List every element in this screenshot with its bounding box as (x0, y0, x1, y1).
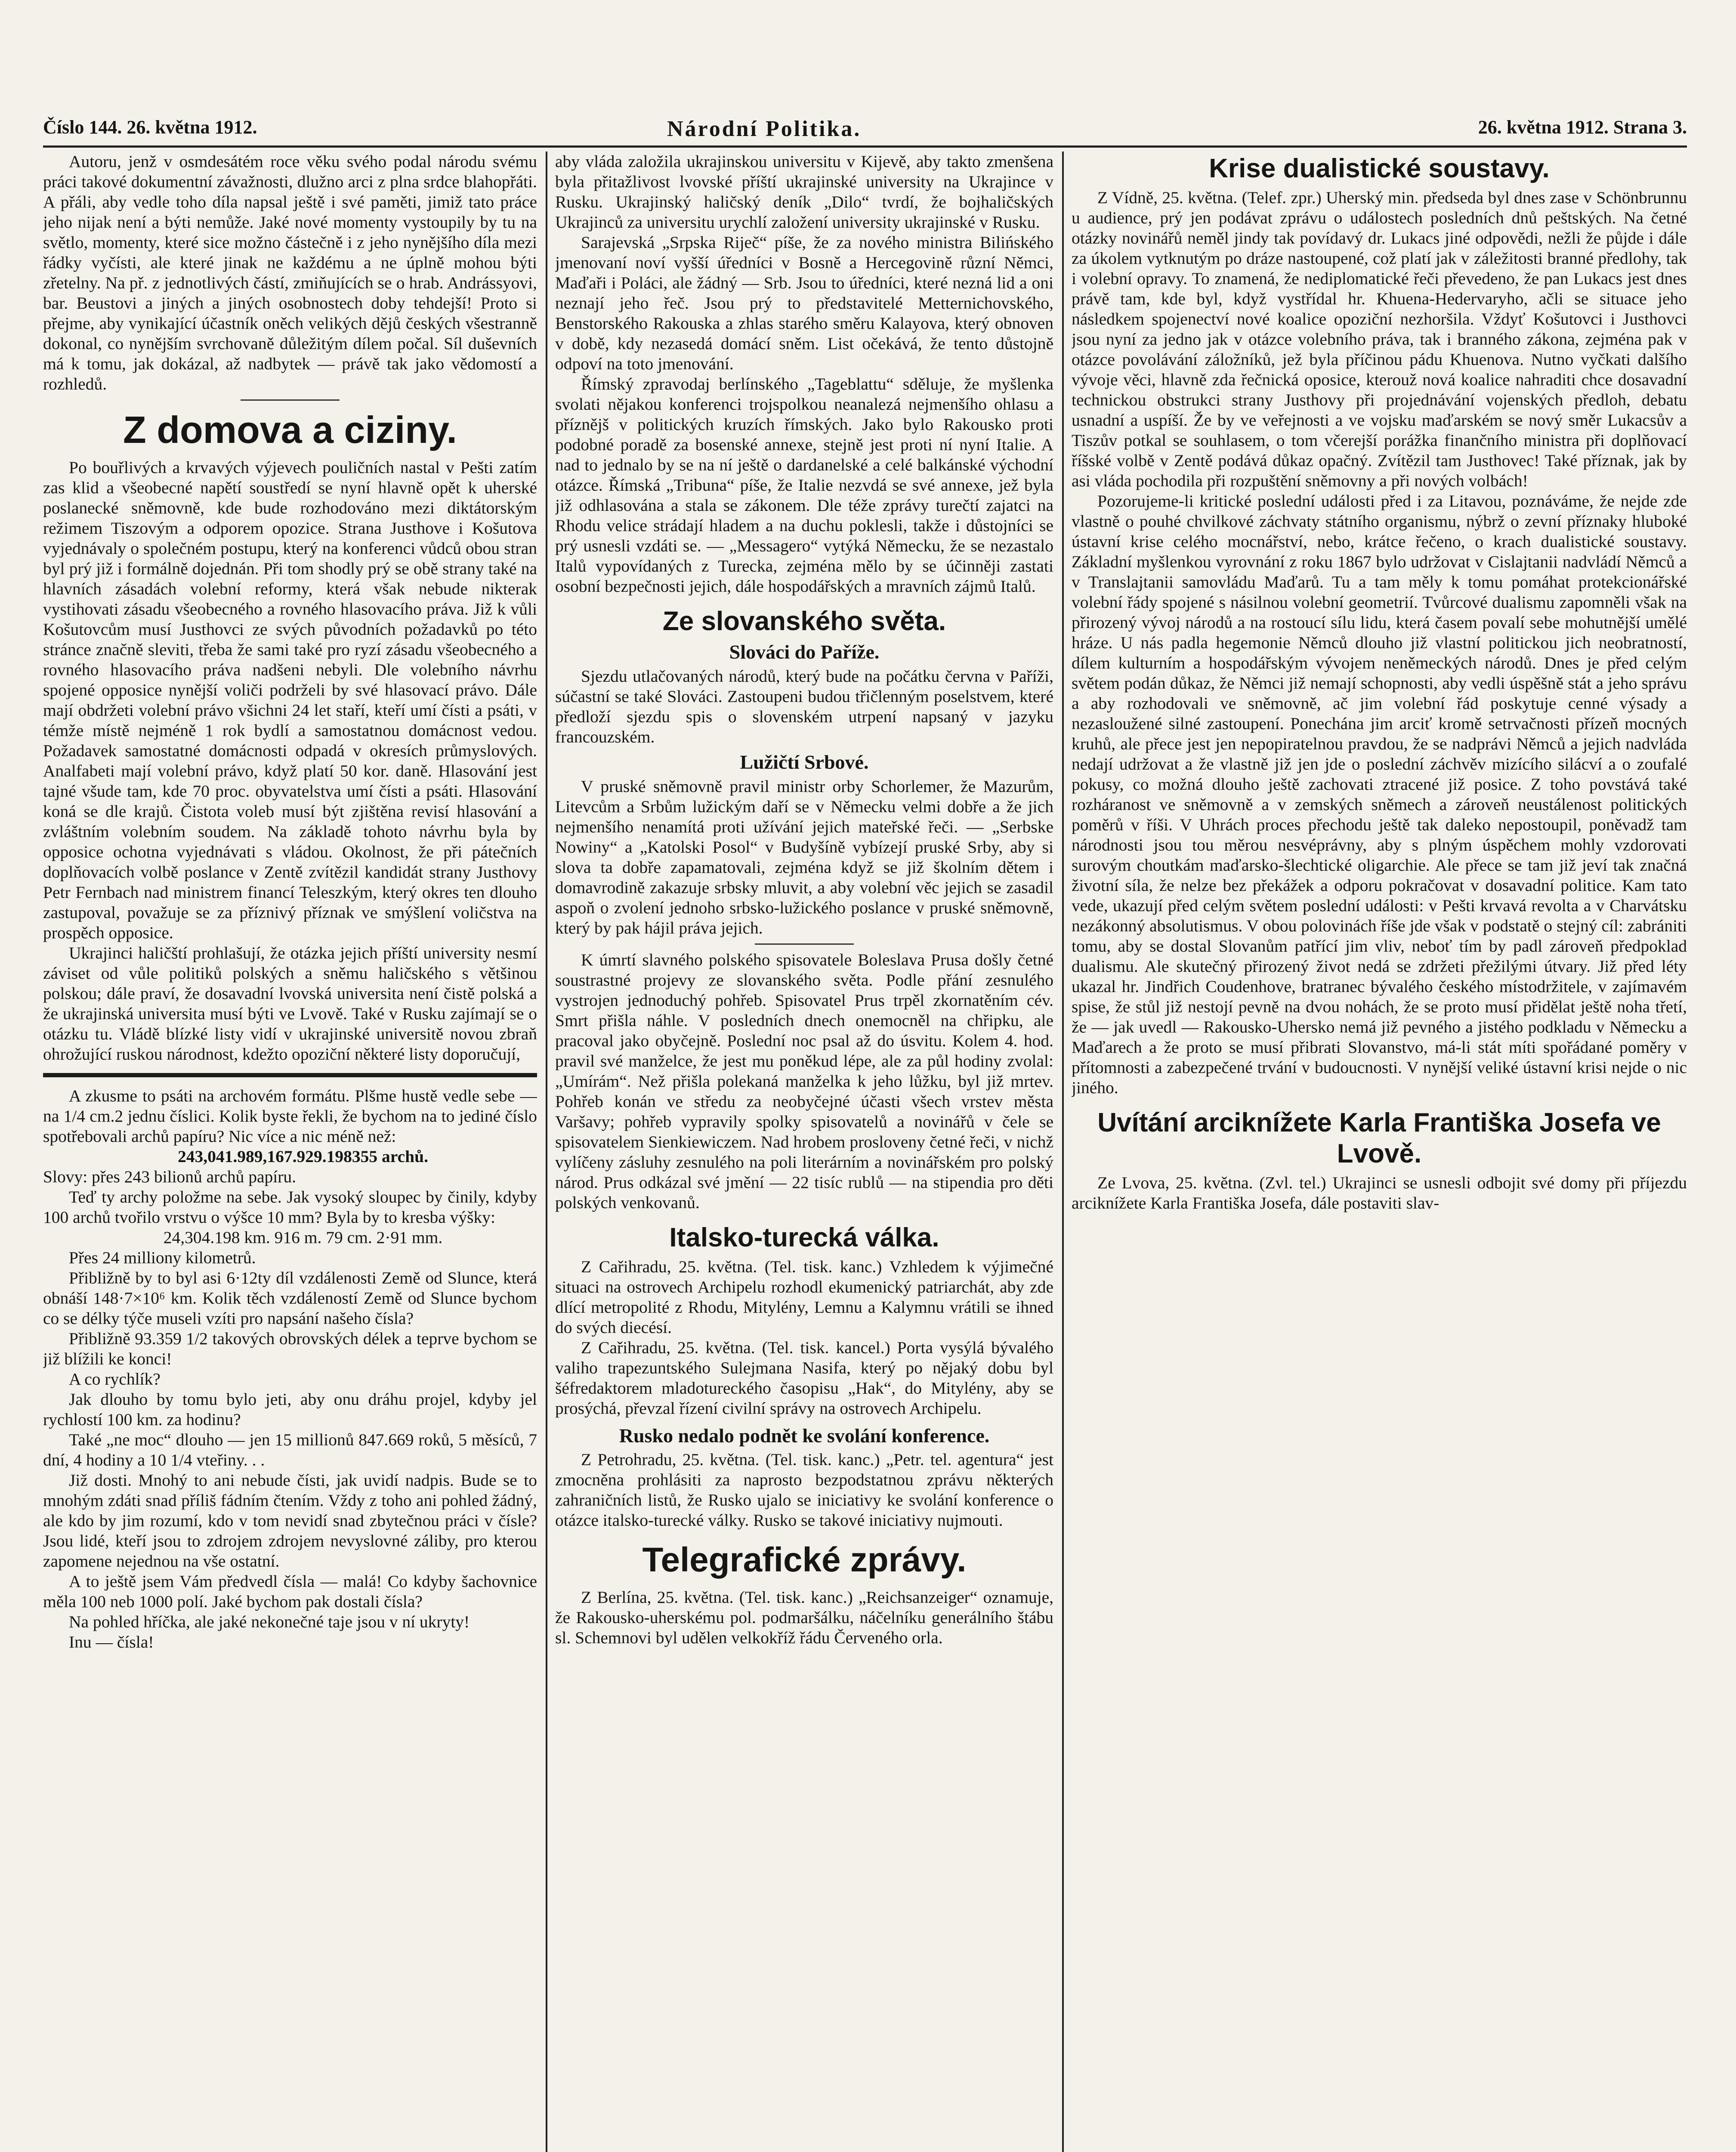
numbers-paragraph: Jak dlouho by tomu bylo jeti, aby onu dráhu projel, kdyby jel rychlostí 100 km. za hodinu? (43, 1390, 537, 1429)
numbers-paragraph: Také „ne moc“ dlouho — jen 15 millionů 847.669 roků, 5 měsíců, 7 dní, 4 hodiny a 10 1/4 vteřiny. . . (43, 1430, 537, 1469)
masthead-rule (43, 145, 1687, 148)
news-paragraph: Z Berlína, 25. května. (Tel. tisk. kanc.) „Reichsanzeiger“ oznamuje, že Rakousko-uherskému pol. podmaršálku, náčelníku generálního štábu sl. Schemnovi byl udělen velkokříž řádu Červeného orla. (555, 1588, 1053, 1647)
numbers-paragraph: Na pohled hříčka, ale jaké nekonečné taje jsou v ní ukryty! (69, 1612, 470, 1631)
numbers-paragraph: Slovy: přes 243 bilionů archů papíru. (43, 1167, 297, 1186)
column-divider-1 (546, 152, 547, 2152)
news-paragraph: Římský zpravodaj berlínského „Tageblattu“ sděluje, že myšlenka svolati nějakou konferenci trojspolkou neanalezá nejmenšího ohlasu a příznějš v politických kruzích římských. Jako bylo Rakousko proti podobné poradě za bosenské annexe, stejně jest proti ní nyní Italie. A nad to jednalo by se na ní ještě o dardanelské a celé balkánské východní otázce. Římská „Tribuna“ píše, že Italie nezvdá se své annexe, jež byla již odhlasována a stala se zákonem. Dle téže zprávy turečtí zajatci na Rhodu velice strádají hladem a na duchu poklesli, takže i důstojníci se prý usnesli vzdáti se. — „Messagero“ vytýká Německu, že se nezastalo Italů vypovídaných z Turecka, zejména mělo by se účinněji zastati osobní bezpečnosti jejich, dále hospodářských a mravních zájmů Italů. (555, 374, 1053, 596)
numbers-paragraph: A to ještě jsem Vám předvedl čísla — malá! Co kdyby šachovnice měla 100 neb 1000 polí. Jaké bychom pak dostali čísla? (43, 1572, 537, 1611)
section-divider (43, 1073, 537, 1077)
numbers-paragraph: A co rychlík? (69, 1370, 161, 1388)
numbers-paragraph: Již dosti. Mnohý to ani nebude čísti, jak uvidí nadpis. Bude se to mnohým zdáti snad příliš fádním čtením. Vždy z toho ani pohled žádný, ale kdo by jim rozumí, kdo v tom nevidí snad zbytečnou práci v čísle? Jsou lidé, kteří jsou to zdrojem zdrojem nevyslovné záliby, pro kterou zapomene nejednou na vše ostatní. (43, 1471, 537, 1571)
news-paragraph: Z Vídně, 25. května. (Telef. zpr.) Uherský min. předseda byl dnes zase v Schönbrunnu u audience, prý jen podávat zprávu o událostech posledních dnů peštských. Na četné otázky novinářů neměl jindy tak povídavý dr. Lukacs jiné odpovědi, nežli že půjde i dále za úkolem vytknutým po dráze nastoupené, což platí jak v záležitosti branné předlohy, tak i volební opravy. To znamená, že nediplomatické řeči převedeno, že pan Lukacs jest dnes právě tam, kde byl, když vystřídal hr. Khuena-Hedervaryho, ačli se situace jeho následkem spojenectví nové koalice opoziční nezhoršila. Vždyť Košutovci i Justhovci jsou nyní za jedno jak v otázce volebního práva, tak i branného zákona, zejména pak v otázce povolávání záložníků, jež byla příčinou pádu Khuenova. Nutno vyčkati dalšího vývoje věci, hlavně zda řečnická oposice, kterouž nová koalice nahraditi chce dosavadní technickou obstrukci strany Justhovy při projednávání vojenských předloh, debatu usnadní a uspíší. Že by ve veřejnosti a ve vojsku maďarském se nový směr Lukacsův a Tiszův potkal se souhlasem, o tom včerejší porážka finančního ministra při doplňovací říšské volbě v Zentě podává důkaz opačný. Zvítězil tam Justhovec! Také příznak, jak by asi vláda pochodila při rozpuštění sněmovny a při nových volbách! (1072, 188, 1687, 490)
numbers-paragraph: Teď ty archy položme na sebe. Jak vysoký sloupec by činily, kdyby 100 archů tvořilo vrstvu o výšce 10 mm? Byla by to kresba výšky: (43, 1187, 537, 1227)
subheading-slovaks-paris: Slováci do Paříže. (729, 641, 880, 663)
news-paragraph: Po bouřlivých a krvavých výjevech pouličních nastal v Pešti zatím zas klid a všeobecné napětí soustředí se nyní hlavně opět k uherské poslanecké sněmovně, kde bude rozhodováno mezi diktátorským režimem Tiszovým a odporem opozice. Strana Justhove i Košutova vyjednávaly o společném postupu, který na konferenci vůdců obou stran byl prý již i formálně dojednán. Při tom shodly prý se obě strany také na hlavních zásadách volební reformy, která však nebude nikterak vystihovati zásadu všeobecného a rovného hlasovacího práva. Již k vůli Košutovcům musí Justhovci ze svých původních požadavků po této stránce značně sleviti, třeba že sami také pro ryzí zásadu všeobecného a rovného hlasovacího práva nadšeni nebyli. Dle volebního návrhu spojené opposice nynější voliči podrželi by své hlasovací právo. Dále mají obdržeti volební právo všichni 24 let staří, kteří umí čísti a psáti, v témže místě nejméně 1 rok bydlí a samostatnou domácnost vedou. Požadavek samostatné domácnosti odpadá v okresích průmyslových. Analfabeti mají volební právo, když platí 50 kor. daně. Hlasování jest tajné všude tam, kde 70 proc. obyvatelstva umí čísti a psáti. Hlasování koná se dle krajů. Čistota voleb musí být zjištěna revisí hlasování a zvláštním volebním soudem. Na základě tohoto návrhu byla by opposice ochotna vyjednávati s vládou. Okolnost, že při pátečních doplňovacích volbě poslance v Zentě zvítězil kandidát strany Justhovy Petr Fernbach nad ministrem financí Teleszkým, který okres ten dlouho zastupoval, považuje se za příznivý příznak ve smýšlení voličstva na prospěch opposice. (43, 458, 537, 942)
height-number-line: 24,304.198 km. 916 m. 79 cm. 2·91 mm. (163, 1228, 443, 1247)
section-title-archduke-welcome: Uvítání arciknížete Karla Františka Josefa ve Lvově. (1097, 1108, 1661, 1169)
numbers-paragraph: Inu — čísla! (69, 1633, 154, 1651)
masthead (43, 116, 1687, 146)
news-paragraph: Z Cařihradu, 25. května. (Tel. tisk. kanc.) Vzhledem k výjimečné situaci na ostrovech Archipelu rozhodl ekumenický patriarchát, aby zde dlící metropolité z Rhodu, Mitylény, Lemnu a Kalymnu vrátili se ihned do svých diecésí. (555, 1257, 1053, 1337)
column-1 (43, 152, 537, 2152)
separator (755, 943, 854, 945)
news-paragraph: Sarajevská „Srpska Riječ“ píše, že za nového ministra Bilińského jmenovaní noví vyšší úředníci v Bosně a Hercegovině různí Němci, Maďaři i Poláci, ale žádný — Srb. Jsou to úředníci, které nezná lid a oni neznají jeho řeč. Jsou prý to představitelé Metternichovského, Benstorského Rakouska a zhlas starého směru Kalayova, který obnoven v době, kdy nezasedá domácí sněm. List očekává, že tento důstojně odpoví na toto jmenování. (555, 233, 1053, 373)
newspaper-title: Národní Politika. (667, 117, 862, 141)
big-number-line: 243,041.989,167.929.198355 archů. (178, 1147, 428, 1166)
news-paragraph: K úmrtí slavného polského spisovatele Boleslava Prusa došly četné soustrastné projevy ze slovanského světa. Podle přání zesnulého vystrojen jednoduchý pohřeb. Spisovatel Prus trpěl zkornatěním cév. Smrt přišla náhle. V posledních dnech onemocněl na chřipku, ale pracoval jako obyčejně. Poslední noc psal až do úsvitu. Kolem 4. hod. pravil své manželce, že jest mu poněkud lépe, ale za půl hodiny zvolal: „Umírám“. Než přišla polekaná manželka k jeho lůžku, byl již mrtev. Pohřeb konán ve středu za neobyčejné účasti všech vrstev města Varšavy; pohřeb vypravily spolky spisovatelů a novinářů v čele se spisovatelem Sienkiewiczem. Nad hrobem prosloveny četné řeči, v nichž vylíčeny zásluhy zesnulého na poli literárním a novinářském pro polský národ. Prus odkázal své jmění — 22 tisíc rublů — na stipendia pro děti polských venkovanů. (555, 950, 1053, 1212)
column-divider-2 (1062, 152, 1064, 2152)
numbers-paragraph: Přibližně 93.359 1/2 takových obrovských délek a teprve bychom se již blížili ke konci! (43, 1329, 537, 1368)
news-paragraph: Ze Lvova, 25. května. (Zvl. tel.) Ukrajinci se usnesli odbojit své domy při příjezdu arciknížete Karla Františka Josefa, dále postaviti slav- (1072, 1173, 1687, 1212)
news-paragraph: Sjezdu utlačovaných národů, který bude na počátku června v Paříži, súčastní se také Slováci. Zastoupeni budou třičlenným poselstvem, které předloží sjezdu spis o slovenském utrpení napsaný v jazyku francouzském. (555, 667, 1053, 746)
news-paragraph: Pozorujeme-li kritické poslední události před i za Litavou, poznáváme, že nejde zde vlastně o pouhé chvilkové záchvaty státního organismu, nýbrž o zevní příznaky hluboké ústavní krise celého mocnářství, nebo, krátce řečeno, o krach dualistické soustavy. Základní myšlenkou vyrovnání z roku 1867 bylo udržovat v Cislajtanii nadvládí Němců a v Translajtanii samovládu Maďarů. Tu a tam měly k tomu pomáhat protekcionářské volební řády spojené s násilnou volební geometrií. Tvůrcové dualismu zapomněli však na přirozený vývoj národů a na rostoucí sílu lidu, která časem povalí sebe mohutnější umělé hráze. U nás padla hegemonie Němců dlouho již vlastní politickou jich neobratností, dílem kulturním a hospodářským vývojem neněmeckých národů. Dnes je před celým světem podán důkaz, že Němci již nemají schopnosti, aby vedli úspěšně stát a jeho správu a aby rozhodovali ve sněmovně, ač jim volební řád poskytuje cenné výsady a nezasloužené silné zastoupení. Ponechána jim arciť kromě setrvačnosti přízeň mocných kruhů, ale přece jest jen nepopiratelnou pravdou, že se nadprávi Němců a jejich nadvláda nedají udržovat a že vlastně již jen jde o poslední záchvěv mizícího silácví a o zoufalé pokusy, co možná dlouho ještě zachovati ztracené již posice. Z toho povstává také rozháranost ve sněmovně a v zemských sněmech a zároveň neustálenost politických poměrů v říši. V Uhrách proces přechodu ještě tak daleko nepostoupil, poněvadž tam národnosti jsou tou měrou nesvéprávny, aby s plným úspěchem mohly vzdorovati surovým choutkám maďarsko-šlechtické oligarchie. Ale přece se tam již jeví tak značná životní síla, že nelze bez překážek a odporu pokračovat v dosavadní politice. Kam tato vede, ukazují před celým světem poslední události: v Pešti krvavá revolta a v Charvátsku nezákonný absolutismus. V obou polovinách říše jde však v podstatě o stejný cíl: zabrániti tomu, aby se dostal Slovanům patřící jim vliv, neboť tím by padl zároveň předpoklad dualismu. Ale skutečný přirozený život nedá se zdržeti přežilými útvary. Již před léty ukazal hr. Jindřich Coudenhove, bratranec bývalého českého místodržitele, v zajímavém spise, že stůl již nestojí pevně na dvou nohách, že se proto musí přidělat ještě noha třetí, že — jak uvedl — Rakousko-Uhersko nemá již pevného a jistého podkladu v Německu a Maďarech a že proto se musí přibrati Slovanstvo, má-li stát míti spořádané poměry v přítomnosti a zabezpečené trvání v budoucnosti. V nynější veliké ústavní krisi nejde o nic jiného. (1072, 492, 1687, 1097)
section-title-telegraphic-news: Telegrafické zprávy. (642, 1540, 967, 1579)
column-3 (1072, 152, 1687, 2152)
news-paragraph: aby vláda založila ukrajinskou universitu v Kijevě, aby takto zmenšena byla přitažlivost lvovské příští ukrajinské university na Ukrajince v Rusku. Ukrajinský haličský deník „Dilo“ tvrdí, že bojhaličských Ukrajinců za universitu urychlí založení university ukrajinské v Rusku. (555, 152, 1053, 232)
subheading-russia-conference: Rusko nedalo podnět ke svolání konference. (619, 1425, 990, 1447)
news-paragraph: V pruské sněmovně pravil ministr orby Schorlemer, že Mazurům, Litevcům a Srbům lužickým daří se v Německu velmi dobře a že jich nejmenšího nenamítá proti užívání jejich mateřské řeči. — „Serbske Nowiny“ a „Katolski Posol“ v Budyšíně vybízejí pruské Srby, aby si slova ta dobře zapamatovali, zejména když se již školním dětem i domavrodině zakazuje srbsky mluvit, a aby volební věc jejich se zasadil aspoň o zvolení jednoho srbsko-lužického poslance v pruské sněmovně, který by pak hájil práva jejich. (555, 777, 1053, 937)
news-paragraph: Ukrajinci haličští prohlašují, že otázka jejich příští university nesmí záviset od vůle politiků polských a sněmu haličského s většinou polskou; dále praví, že dosavadní lvovská universita není čistě polská a že ukrajinská universita musí býti ve Lvově. Také v Rusku zajímají se o otázku tu. Vládě blízké listy vidí v ukrajinské universitě novou zbraň ohrožující ruskou národnost, kdežto opoziční některé listy doporučují, (43, 943, 537, 1064)
numbers-paragraph: Přes 24 milliony kilometrů. (69, 1248, 256, 1267)
news-paragraph: Z Petrohradu, 25. května. (Tel. tisk. kanc.) „Petr. tel. agentura“ jest zmocněna prohlásiti za naprosto bezpodstatnou zprávu některých zahraničních listů, že Rusko ujalo se iniciativy ke svolání konference o otázce italsko-turecké války. Rusko se takové iniciativy nujmouti. (555, 1450, 1053, 1530)
numbers-paragraph: Přibližně by to byl asi 6·12ty díl vzdálenosti Země od Slunce, která obnáší 148·7×10⁶ km. Kolik těch vzdáleností Země od Slunce bychom co se délky týče museli vzíti pro napsání našeho čísla? (43, 1268, 537, 1328)
issue-number-date: Číslo 144. 26. května 1912. (43, 117, 257, 138)
date-page-number: 26. května 1912. Strana 3. (1478, 117, 1687, 138)
section-title-italo-turkish-war: Italsko-turecká válka. (669, 1223, 939, 1252)
section-title-slavic-world: Ze slovanského světa. (662, 606, 946, 636)
subheading-lusatian-serbs: Lužičtí Srbové. (740, 751, 869, 773)
section-title-dualist-crisis: Krise dualistické soustavy. (1209, 154, 1550, 183)
article-intro-paragraph: Autoru, jenž v osmdesátém roce věku svého podal národu svému práci takové dokumentní závažnosti, dlužno arci z plna srdce blahopřáti. A přáli, aby vedle toho díla napsal ještě i své paměti, jimiž tato práce jeho nijak není a býti nemůže. Jaké nové momenty vystoupily by tu na světlo, momenty, které sice možno částečně i z jeho nynějšího díla mezi řádky vyčísti, ale které jinak ne každému a ne úplně mohou býti zřetelny. Na př. z jednotlivých částí, zmiňujících se o hrab. Andrássyovi, bar. Beustovi a jiných a jiných osobnostech doby tehdejší! Proto si přejme, aby vynikající účastník oněch velikých dějů českých všestranně dokonal, co nynějším svrchovaně důležitým dílem počal. Síl duševních má k tomu, jak dokázal, až nadbytek — právě tak jako vědomostí a rozhledů. (43, 152, 537, 393)
section-title-domestic-foreign: Z domova a ciziny. (123, 408, 457, 451)
column-2 (555, 152, 1053, 2152)
numbers-paragraph: A zkusme to psáti na archovém formátu. Plšme hustě vedle sebe — na 1/4 cm.2 jednu číslici. Kolik byste řekli, že bychom na to jediné číslo spotřebovali archů papíru? Nic více a nic méně než: (43, 1086, 537, 1146)
news-paragraph: Z Cařihradu, 25. května. (Tel. tisk. kancel.) Porta vysýlá bývalého valiho trapezuntského Sulejmana Nasifa, který po nějaký dobu byl šéfredaktorem mladotureckého časopisu „Hak“, do Mitylény, aby se prosýchá, převzal řízení civilní správy na ostrovech Archipelu. (555, 1338, 1053, 1418)
separator (241, 399, 340, 401)
